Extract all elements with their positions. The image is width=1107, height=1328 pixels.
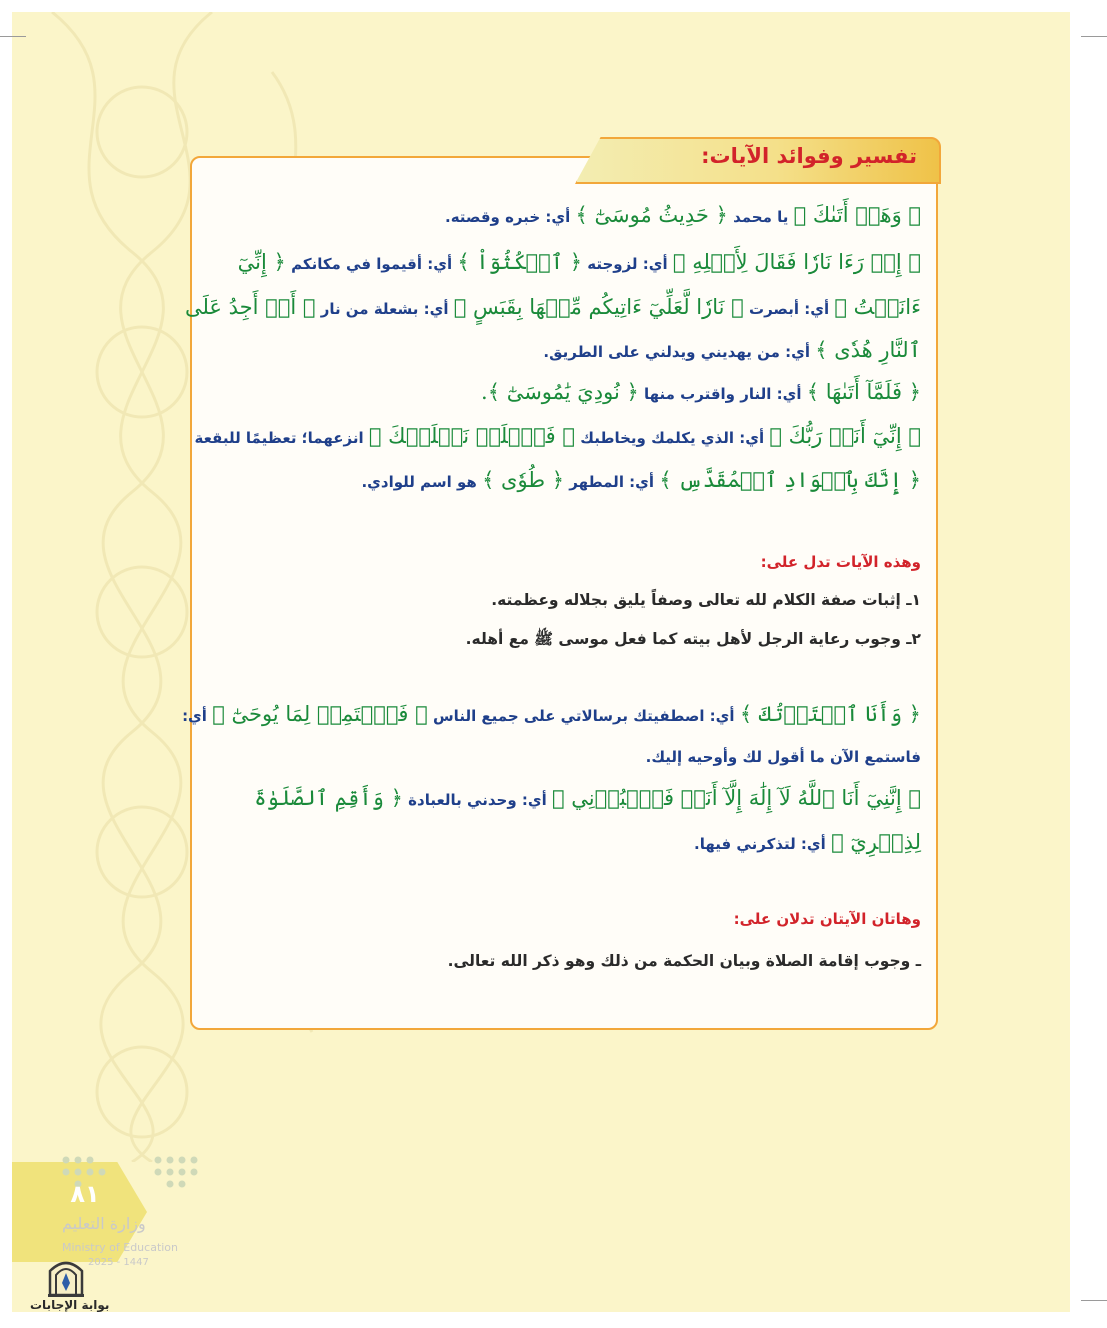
section-title: تفسير وفوائد الآيات: [701,144,917,168]
tafsir-text: أي: النار واقترب منها [644,385,802,403]
tafsir-text: أي: أبصرت [749,300,830,318]
benefit-item: ـ وجوب إقامة الصلاة وبيان الحكمة من ذلك وهو ذكر الله تعالى. [447,952,921,970]
benefit-item: ٢ـ وجوب رعاية الرجل لأهل بيته كما فعل موسى ﷺ مع أهله. [465,630,921,648]
tafsir-text: فاستمع الآن ما أقول لك وأوحيه إليك. [645,748,921,766]
tafsir-text: هو اسم للوادي. [361,473,477,491]
quran-verse: ﴿ طُوٗى ﴾ [482,468,565,492]
quran-verse: ﴿ إِذۡ رَءَا نَارٗا فَقَالَ لِأَهۡلِهِ ﴾ [672,250,921,274]
tafsir-text: أي: لتذكرني فيها. [694,835,826,853]
quran-verse: ﴿ ٱمۡكُثُوٓاْ ﴾ [457,250,583,274]
quran-verse: ﴿ إِنِّيٓ [237,250,286,274]
tafsir-line [211,748,921,766]
quran-verse: ﴿ وَأَقِمِ ٱلصَّلَوٰةَ [254,786,403,810]
tafsir-line [211,203,921,227]
quran-verse: ﴿ نُودِيَ يَٰمُوسَىٰٓ ﴾. [481,380,639,404]
quran-verse: ﴿ وَهَلۡ أَتَىٰكَ ﴾ [793,203,921,227]
tafsir-text: أي: المطهر [569,473,655,491]
tafsir-text: أي: لزوجته [587,255,668,273]
benefits-heading: وهذه الآيات تدل على: [760,553,921,571]
crop-mark [1081,1300,1107,1301]
tafsir-line [211,830,921,854]
tafsir-text: أي: وحدني بالعبادة [408,791,547,809]
tafsir-text: أي: بشعلة من نار [320,300,449,318]
quran-verse: ﴿ حَدِيثُ مُوسَىٰٓ ﴾ [575,203,728,227]
tafsir-line [211,468,921,492]
site-logo-icon [44,1255,88,1299]
tafsir-text: انزعهما؛ تعظيمًا للبقعة [194,429,364,447]
tafsir-text: أي: خبره وقصته. [445,208,571,226]
quran-verse: ﴿ نَارٗا لَّعَلِّيٓ ءَاتِيكُم مِّنۡهَا بِقَبَسٍ ﴾ [453,295,744,319]
page-number: ٨١ [70,1180,100,1208]
tafsir-text: أي: أقيموا في مكانكم [291,255,453,273]
quran-verse: ﴿ أَوۡ أَجِدُ عَلَى [184,295,316,319]
quran-verse: ﴿ وَأَنَا ٱخۡتَرۡتُكَ ﴾ [739,702,921,726]
crop-mark [0,36,26,37]
tafsir-line [211,786,921,810]
crop-mark [1081,36,1107,37]
quran-verse: ﴿ فَٱخۡلَعۡ نَعۡلَيۡكَ ﴾ [368,424,575,448]
benefit-item: ١ـ إثبات صفة الكلام لله تعالى وصفاً يليق بجلاله وعظمته. [491,591,921,609]
tafsir-line [182,702,921,726]
ministry-year: 2025 - 1447 [88,1257,149,1268]
tafsir-text: أي: [182,707,207,725]
quran-verse: ﴿ إِنِّيٓ أَنَا۠ رَبُّكَ ﴾ [769,424,921,448]
quran-verse: ﴿ إِنَّكَ بِٱلۡوَادِ ٱلۡمُقَدَّسِ ﴾ [659,468,921,492]
tafsir-line [184,295,921,319]
tafsir-text: يا محمد [733,208,789,226]
quran-verse: ٱلنَّارِ هُدٗى ﴾ [815,338,921,362]
tafsir-text: أي: الذي يكلمك ويخاطبك [580,429,765,447]
quran-verse: ﴿ فَٱسۡتَمِعۡ لِمَا يُوحَىٰٓ ﴾ [212,702,428,726]
quran-verse: ﴿ فَلَمَّآ أَتَىٰهَا ﴾ [806,380,921,404]
quran-verse: لِذِكۡرِيٓ ﴾ [831,830,921,854]
benefits-heading: وهاتان الآيتان تدلان على: [733,910,921,928]
quran-verse: ﴿ إِنَّنِيٓ أَنَا ٱللَّهُ لَآ إِلَٰهَ إِلَّآ أَنَا۠ فَٱعۡبُدۡنِي ﴾ [552,786,921,810]
ministry-name-en: Ministry of Education [62,1241,179,1254]
tafsir-text: أي: من يهديني ويدلني على الطريق. [543,343,810,361]
ministry-name-ar: وزارة التعليم [62,1214,146,1233]
tafsir-line [194,424,921,448]
tafsir-line [211,338,921,362]
tafsir-text: أي: اصطفيتك برسالاتي على جميع الناس [432,707,735,725]
tafsir-line [211,380,921,404]
quran-verse: ءَانَسۡتُ ﴾ [834,295,921,319]
tafsir-line [211,250,921,274]
site-name: بوابة الإجابات [30,1298,110,1312]
